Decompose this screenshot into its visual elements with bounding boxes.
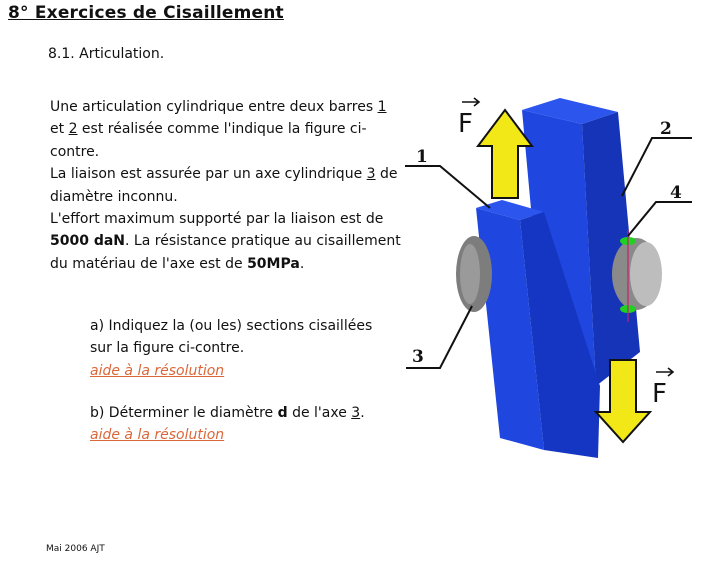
question-b-text: de l'axe — [287, 405, 352, 421]
statement-text: et — [50, 121, 69, 138]
statement-text: Une articulation cylindrique entre deux barres — [50, 99, 378, 115]
question-b-text: b) Déterminer le diamètre — [90, 405, 278, 421]
diameter-variable: d — [277, 405, 288, 421]
vector-arrow-icon — [462, 98, 479, 106]
help-link-a[interactable]: aide à la résolution — [90, 362, 225, 379]
statement-text: de diamètre inconnu. — [50, 166, 398, 205]
articulation-figure — [400, 90, 720, 470]
question-b-text: . — [360, 405, 365, 421]
label-1: 1 — [416, 147, 428, 167]
force-label-top: F — [458, 109, 473, 139]
statement-text: La liaison est assurée par un axe cylindrique — [50, 166, 367, 183]
force-value: 5000 daN — [50, 233, 126, 250]
label-3: 3 — [412, 347, 424, 367]
part-number-3: 3 — [366, 166, 376, 183]
statement-text: . La résistance pratique au cisaillement du matériau de l'axe est de — [50, 233, 401, 272]
problem-statement — [50, 96, 402, 275]
part-number-2: 2 — [68, 121, 78, 138]
stress-value: 50MPa — [247, 255, 300, 272]
question-a — [90, 315, 390, 382]
leader-line-1 — [405, 166, 490, 208]
force-label-bottom: F — [652, 379, 667, 409]
help-link-b[interactable]: aide à la résolution — [90, 427, 225, 444]
page-title: 8° Exercices de Cisaillement — [8, 3, 284, 23]
axis-3-right-face — [630, 242, 662, 306]
vector-arrow-icon — [656, 368, 673, 376]
statement-text: . — [299, 255, 305, 272]
axis-3-left-highlight — [460, 244, 480, 304]
section-title: 8.1. Articulation. — [48, 46, 165, 62]
label-2: 2 — [660, 119, 672, 139]
question-a-text: a) Indiquez la (ou les) sections cisaillées sur la figure ci-contre. — [90, 318, 373, 357]
part-number-1: 1 — [377, 99, 387, 115]
leader-line-4 — [628, 202, 692, 236]
part-number-3: 3 — [351, 405, 361, 421]
question-b — [90, 402, 390, 447]
statement-text: L'effort maximum supporté par la liaison est de — [50, 211, 384, 228]
label-4: 4 — [670, 183, 682, 203]
statement-text: est réalisée comme l'indique la figure ci-contre. — [50, 121, 367, 160]
footer-note: Mai 2006 AJT — [46, 544, 105, 554]
